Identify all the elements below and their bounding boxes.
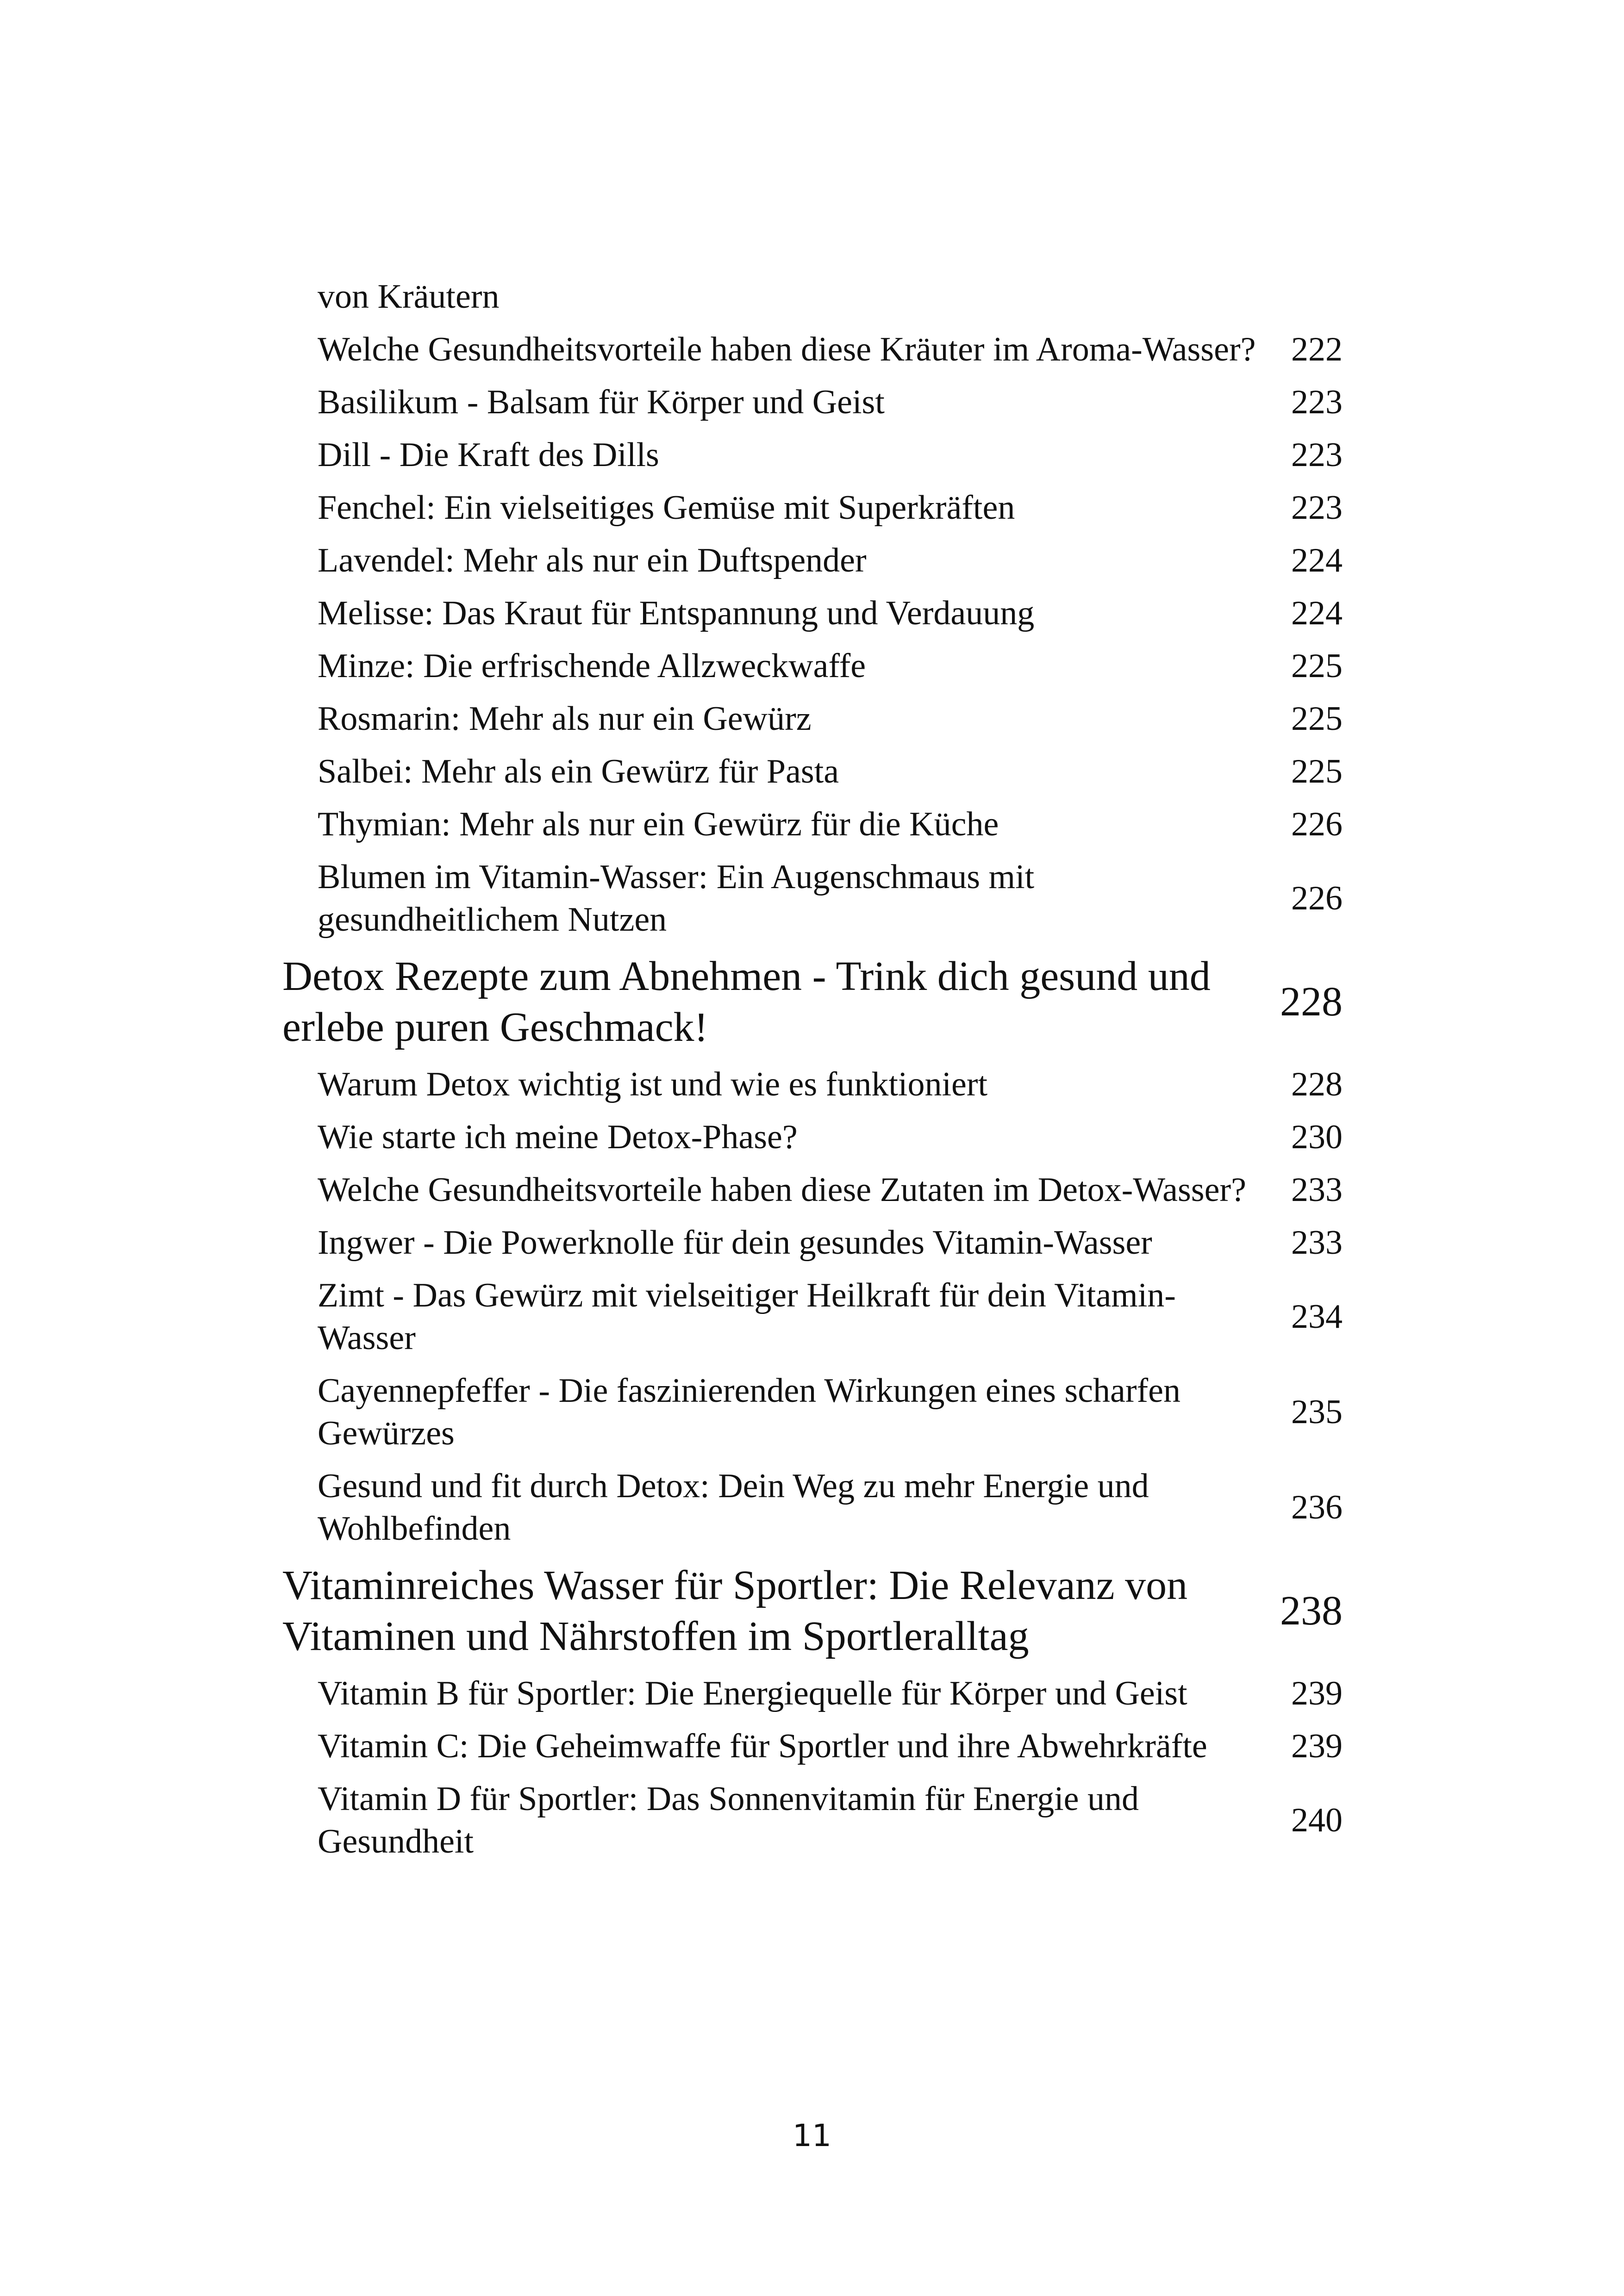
toc-section-entry[interactable] — [282, 1274, 1343, 1359]
toc-entry-page: 225 — [1291, 700, 1343, 738]
toc-section-entry[interactable] — [282, 645, 1343, 687]
toc-entry-page: 233 — [1291, 1224, 1343, 1262]
toc-entry-title: Warum Detox wichtig ist und wie es funktioniert — [318, 1065, 988, 1103]
toc-entry-title: Cayennepfeffer - Die faszinierenden Wirkungen eines scharfen Gewürzes — [318, 1372, 1181, 1452]
toc-entry-page: 228 — [1280, 979, 1343, 1025]
toc-entry-title: Vitamin C: Die Geheimwaffe für Sportler und ihre Abwehrkräfte — [318, 1727, 1207, 1765]
toc-section-entry[interactable] — [282, 1725, 1343, 1767]
toc-section-entry[interactable] — [282, 381, 1343, 423]
toc-entry-title: Wie starte ich meine Detox-Phase? — [318, 1118, 798, 1156]
toc-entry-page: 226 — [1291, 805, 1343, 843]
toc-entry-page: 226 — [1291, 879, 1343, 917]
toc-entry-page: 230 — [1291, 1118, 1343, 1156]
toc-entry-title: Ingwer - Die Powerknolle für dein gesundes Vitamin-Wasser — [318, 1224, 1152, 1262]
toc-entry-page: 235 — [1291, 1393, 1343, 1431]
toc-section-entry[interactable] — [282, 1221, 1343, 1264]
toc-section-entry[interactable] — [282, 856, 1343, 941]
toc-entry-title: Blumen im Vitamin-Wasser: Ein Augenschmaus mit gesundheitlichem Nutzen — [318, 858, 1035, 939]
toc-entry-title: von Kräutern — [318, 278, 500, 316]
toc-entry-title: Melisse: Das Kraut für Entspannung und Verdauung — [318, 594, 1035, 632]
toc-section-entry[interactable] — [282, 1116, 1343, 1158]
toc-entry-title: Dill - Die Kraft des Dills — [318, 436, 659, 474]
toc-entry-page: 222 — [1291, 330, 1343, 368]
toc-section-entry[interactable] — [282, 275, 1343, 318]
toc-entry-title: Minze: Die erfrischende Allzweckwaffe — [318, 647, 866, 685]
toc-section-entry[interactable] — [282, 1778, 1343, 1863]
toc-entry-page: 238 — [1280, 1588, 1343, 1634]
toc-entry-page: 239 — [1291, 1674, 1343, 1712]
toc-entry-title: Salbei: Mehr als ein Gewürz für Pasta — [318, 753, 839, 790]
toc-section-entry[interactable] — [282, 328, 1343, 371]
toc-entry-title: Lavendel: Mehr als nur ein Duftspender — [318, 541, 867, 579]
table-of-contents — [282, 275, 1343, 1873]
toc-entry-title: Thymian: Mehr als nur ein Gewürz für die Küche — [318, 805, 999, 843]
toc-entry-title: Detox Rezepte zum Abnehmen - Trink dich gesund und erlebe puren Geschmack! — [282, 953, 1211, 1050]
toc-section-entry[interactable] — [282, 434, 1343, 476]
toc-section-entry[interactable] — [282, 1369, 1343, 1455]
toc-section-entry[interactable] — [282, 697, 1343, 740]
toc-entry-page: 223 — [1291, 383, 1343, 421]
toc-chapter-entry[interactable] — [282, 1560, 1343, 1662]
toc-section-entry[interactable] — [282, 1063, 1343, 1106]
toc-entry-page: 224 — [1291, 541, 1343, 579]
toc-entry-page: 223 — [1291, 436, 1343, 474]
toc-section-entry[interactable] — [282, 1672, 1343, 1715]
toc-entry-page: 223 — [1291, 489, 1343, 527]
toc-entry-page: 234 — [1291, 1298, 1343, 1336]
toc-entry-page: 225 — [1291, 753, 1343, 790]
toc-section-entry[interactable] — [282, 1169, 1343, 1211]
toc-entry-page: 239 — [1291, 1727, 1343, 1765]
toc-entry-title: Vitamin D für Sportler: Das Sonnenvitamin für Energie und Gesundheit — [318, 1780, 1139, 1860]
toc-section-entry[interactable] — [282, 486, 1343, 529]
toc-entry-page: 236 — [1291, 1488, 1343, 1526]
toc-entry-page: 224 — [1291, 594, 1343, 632]
toc-section-entry[interactable] — [282, 803, 1343, 846]
toc-section-entry[interactable] — [282, 1465, 1343, 1550]
toc-entry-title: Fenchel: Ein vielseitiges Gemüse mit Superkräften — [318, 489, 1015, 527]
toc-chapter-entry[interactable] — [282, 951, 1343, 1053]
toc-section-entry[interactable] — [282, 592, 1343, 635]
toc-entry-title: Vitamin B für Sportler: Die Energiequelle für Körper und Geist — [318, 1674, 1187, 1712]
toc-entry-page: 233 — [1291, 1171, 1343, 1209]
toc-entry-title: Welche Gesundheitsvorteile haben diese Kräuter im Aroma-Wasser? — [318, 330, 1256, 368]
toc-section-entry[interactable] — [282, 539, 1343, 582]
toc-entry-title: Gesund und fit durch Detox: Dein Weg zu mehr Energie und Wohlbefinden — [318, 1467, 1149, 1548]
toc-entry-page: 225 — [1291, 647, 1343, 685]
toc-entry-title: Vitaminreiches Wasser für Sportler: Die Relevanz von Vitaminen und Nährstoffen im Sportleralltag — [282, 1562, 1188, 1659]
toc-entry-title: Welche Gesundheitsvorteile haben diese Zutaten im Detox-Wasser? — [318, 1171, 1246, 1209]
toc-entry-title: Basilikum - Balsam für Körper und Geist — [318, 383, 885, 421]
toc-entry-page: 228 — [1291, 1065, 1343, 1103]
page-number: 11 — [793, 2118, 831, 2153]
toc-entry-page: 240 — [1291, 1801, 1343, 1839]
toc-entry-title: Zimt - Das Gewürz mit vielseitiger Heilkraft für dein Vitamin-Wasser — [318, 1276, 1176, 1357]
toc-entry-title: Rosmarin: Mehr als nur ein Gewürz — [318, 700, 812, 738]
toc-section-entry[interactable] — [282, 750, 1343, 793]
